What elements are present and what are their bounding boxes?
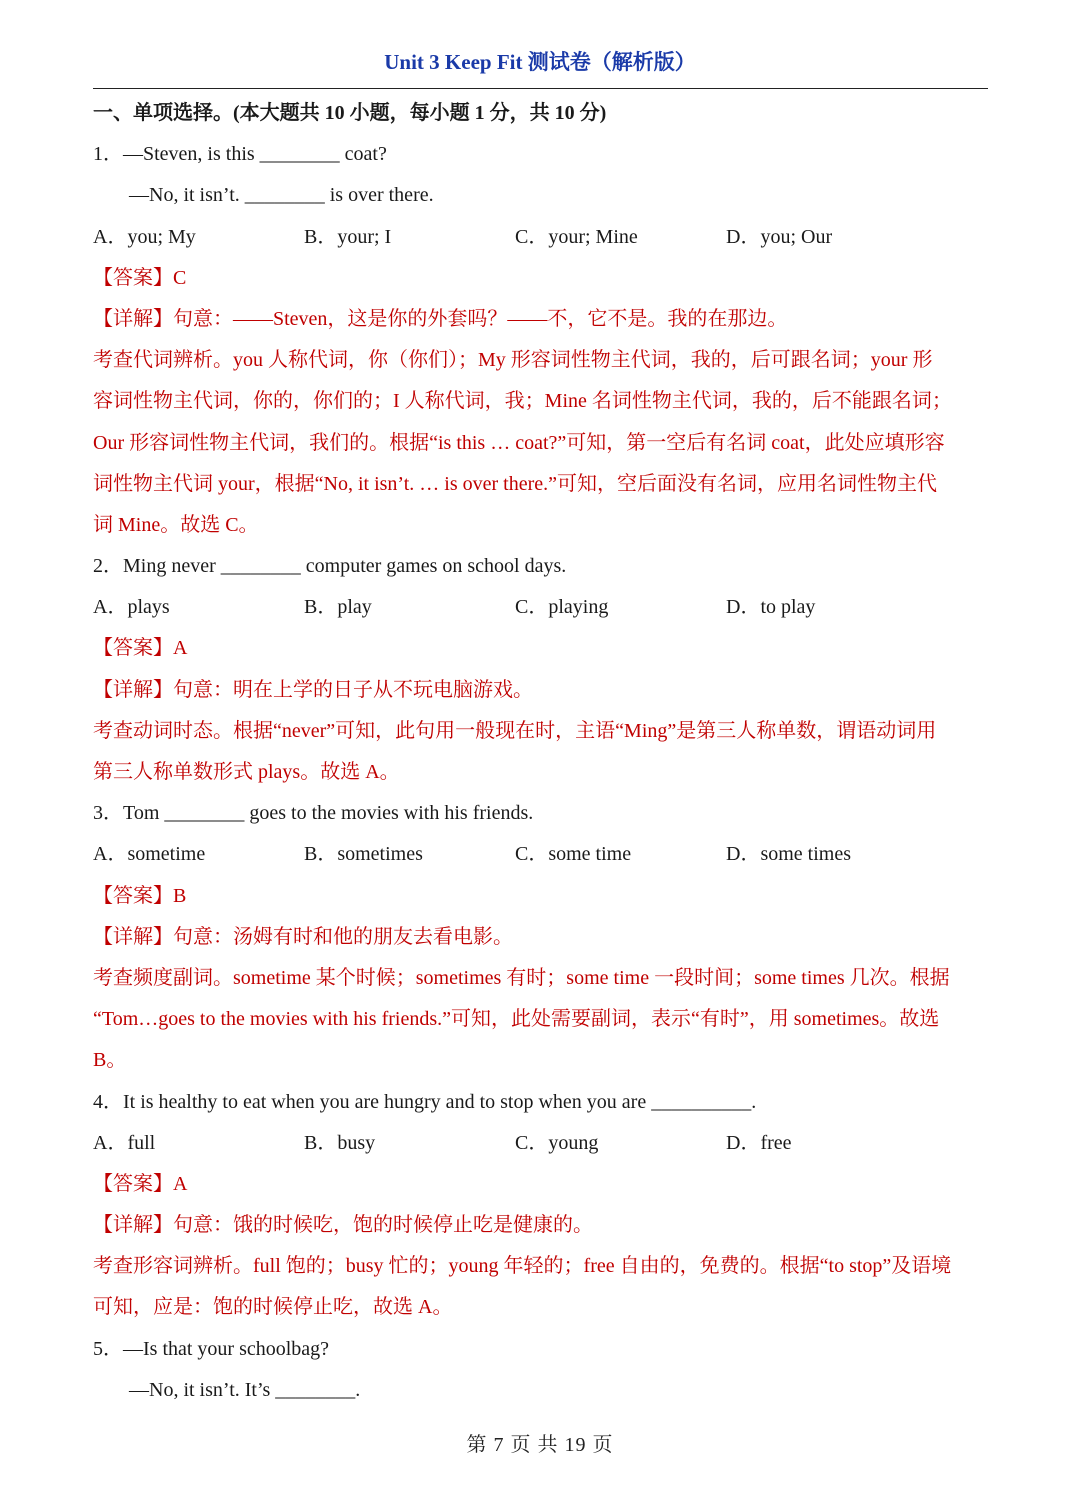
question-1-explanation: 考查代词辨析。you 人称代词，你（你们）；My 形容词性物主代词，我的，后可跟名词；your 形 (93, 349, 933, 372)
question-2-stem: 2．Ming never ________ computer games on school days. (93, 555, 567, 578)
option-b: B．your; I (304, 225, 392, 248)
question-2-options (93, 587, 988, 628)
question-3-explanation: 【详解】句意：汤姆有时和他的朋友去看电影。 (93, 925, 513, 948)
question-4-answer: 【答案】A (93, 1172, 188, 1195)
question-1-explanation: 容词性物主代词，你的，你们的；I 人称代词，我；Mine 名词性物主代词，我的，后不能跟名词； (93, 390, 952, 413)
option-d: D．to play (726, 596, 816, 619)
option-a: A．plays (93, 596, 170, 619)
question-1-stem: 1．—Steven, is this ________ coat? (93, 143, 387, 166)
document-body (93, 93, 988, 1411)
option-a: A．sometime (93, 843, 206, 866)
question-3-stem: 3．Tom ________ goes to the movies with his friends. (93, 802, 534, 825)
question-1-explanation: 词 Mine。故选 C。 (93, 513, 259, 536)
option-c: C．your; Mine (515, 225, 638, 248)
question-1-options (93, 217, 988, 258)
option-c: C．young (515, 1131, 599, 1154)
question-3-explanation: B。 (93, 1049, 127, 1072)
question-4-options (93, 1123, 988, 1164)
question-1-answer: 【答案】C (93, 266, 187, 289)
section-heading: 一、单项选择。(本大题共 10 小题，每小题 1 分，共 10 分) (93, 102, 607, 124)
option-b: B．play (304, 596, 372, 619)
option-a: A．you; My (93, 225, 196, 248)
header-divider (93, 88, 988, 89)
question-1-stem-line-2: —No, it isn’t. ________ is over there. (129, 184, 434, 207)
question-4-stem: 4．It is healthy to eat when you are hungry and to stop when you are __________. (93, 1090, 757, 1113)
question-1-explanation: Our 形容词性物主代词，我们的。根据“is this … coat?”可知，第一空后有名词 coat，此处应填形容 (93, 431, 945, 454)
question-4-explanation: 可知，应是：饱的时候停止吃，故选 A。 (93, 1296, 453, 1319)
question-3-options (93, 834, 988, 875)
document-title: Unit 3 Keep Fit 测试卷（解析版） (384, 50, 696, 74)
question-4-explanation: 考查形容词辨析。full 饱的；busy 忙的；young 年轻的；free 自由的，免费的。根据“to stop”及语境 (93, 1255, 952, 1278)
question-3-explanation: “Tom…goes to the movies with his friends.”可知，此处需要副词，表示“有时”，用 sometimes。故选 (93, 1008, 940, 1031)
question-5-stem-line-2: —No, it isn’t. It’s ________. (129, 1378, 361, 1401)
option-d: D．you; Our (726, 225, 833, 248)
question-2-explanation: 第三人称单数形式 plays。故选 A。 (93, 761, 400, 783)
option-c: C．playing (515, 596, 609, 619)
question-5-stem: 5．—Is that your schoolbag? (93, 1337, 330, 1360)
option-b: B．sometimes (304, 843, 423, 866)
question-3-explanation: 考查频度副词。sometime 某个时候；sometimes 有时；some time 一段时间；some times 几次。根据 (93, 966, 950, 989)
option-a: A．full (93, 1131, 156, 1154)
question-4-explanation: 【详解】句意：饿的时候吃，饱的时候停止吃是健康的。 (93, 1214, 593, 1237)
option-d: D．free (726, 1131, 792, 1154)
page-number: 第 7 页 共 19 页 (466, 1434, 614, 1456)
option-d: D．some times (726, 843, 851, 866)
question-2-explanation: 考查动词时态。根据“never”可知，此句用一般现在时，主语“Ming”是第三人称单数，谓语动词用 (93, 719, 937, 742)
question-2-answer: 【答案】A (93, 637, 188, 660)
question-1-explanation: 【详解】句意：——Steven，这是你的外套吗？——不，它不是。我的在那边。 (93, 307, 788, 330)
question-1-explanation: 词性物主代词 your，根据“No, it isn’t. … is over there.”可知，空后面没有名词，应用名词性物主代 (93, 472, 938, 495)
option-b: B．busy (304, 1131, 376, 1154)
option-c: C．some time (515, 843, 632, 866)
question-3-answer: 【答案】B (93, 884, 187, 907)
question-2-explanation: 【详解】句意：明在上学的日子从不玩电脑游戏。 (93, 678, 533, 701)
